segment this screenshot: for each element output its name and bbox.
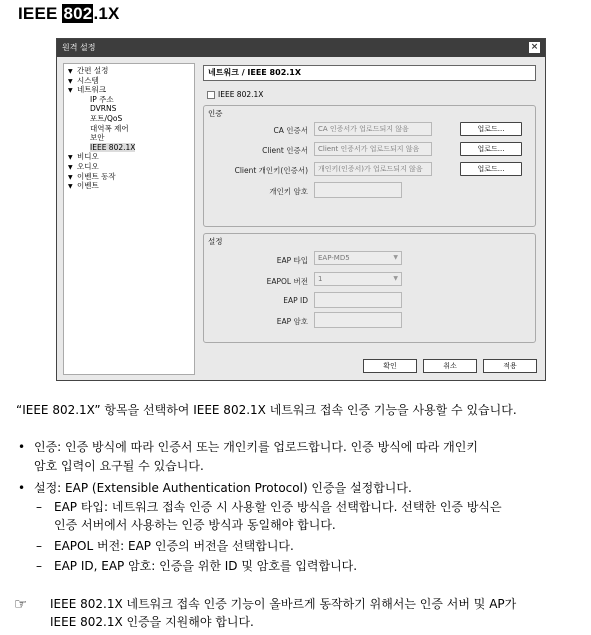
client-key-upload-button[interactable]: 업로드... — [460, 162, 522, 176]
settings-panel — [199, 63, 541, 375]
bullet-glyph: • — [18, 440, 26, 454]
bullet-glyph: • — [18, 481, 26, 495]
expand-triangle-icon[interactable]: ▼ — [68, 163, 73, 171]
ca-cert-upload-button[interactable]: 업로드... — [460, 122, 522, 136]
client-key-field: 개인키(인증서)가 업로드되지 않음 — [314, 162, 432, 176]
note-line1: IEEE 802.1X 네트워크 접속 인증 기능이 올바르게 동작하기 위해서는 인증 서버 및 AP가 — [50, 597, 517, 611]
tree-item[interactable] — [68, 66, 194, 76]
tree-item-label: 시스템 — [77, 75, 99, 85]
ca-cert-label: CA 인증서 — [273, 126, 308, 135]
dash-glyph: – — [36, 500, 42, 514]
eap-password-input[interactable] — [314, 312, 402, 328]
eapol-version-value: 1 — [318, 275, 323, 283]
tree-item-label: 대역폭 제어 — [90, 123, 129, 133]
expand-triangle-icon[interactable]: ▼ — [68, 87, 73, 95]
expand-triangle-icon[interactable]: ▼ — [68, 173, 73, 181]
expand-triangle-icon[interactable]: ▼ — [68, 154, 73, 162]
client-cert-label: Client 인증서 — [262, 146, 308, 155]
bullet-auth-line2: 암호 입력이 요구될 수 있습니다. — [34, 459, 204, 473]
tree-item-label: 비디오 — [77, 152, 99, 162]
sub-eap-type-line1: EAP 타입: 네트워크 접속 인증 시 사용할 인증 방식을 선택합니다. 선택한 인증 방식은 — [54, 500, 502, 514]
ca-cert-field: CA 인증서가 업로드되지 않음 — [314, 122, 432, 136]
tree-item-label: 이벤트 — [77, 181, 99, 191]
tree-item-label: 네트워크 — [77, 85, 106, 95]
tree-item-label: IEEE 802.1X — [90, 142, 136, 152]
window-title: 원격 설정 — [62, 43, 96, 52]
tree-item[interactable] — [68, 152, 194, 162]
client-cert-field: Client 인증서가 업로드되지 않음 — [314, 142, 432, 156]
key-password-input[interactable] — [314, 182, 402, 198]
tree-item[interactable] — [68, 76, 194, 86]
client-key-label: Client 개인키(인증서) — [234, 166, 308, 175]
settings-group-title: 설정 — [208, 237, 223, 246]
tree-item-label: 간편 설정 — [77, 66, 109, 75]
tree-item-label: 포트/QoS — [90, 113, 123, 123]
eap-id-input[interactable] — [314, 292, 402, 308]
note-line2: IEEE 802.1X 인증을 지원해야 합니다. — [50, 615, 254, 629]
eap-id-label: EAP ID — [283, 296, 308, 305]
tree-item-label: IP 주소 — [90, 94, 114, 104]
tree-item[interactable] — [68, 124, 194, 134]
expand-triangle-icon[interactable]: ▼ — [68, 183, 73, 191]
key-password-label: 개인키 암호 — [269, 187, 308, 196]
page-title — [18, 4, 120, 24]
title-highlight: 802 — [63, 4, 93, 23]
eapol-version-label: EAPOL 버전 — [266, 277, 308, 286]
tree-item[interactable] — [68, 114, 194, 124]
tree-item[interactable] — [68, 95, 194, 105]
chevron-down-icon: ▼ — [393, 275, 398, 282]
ok-button[interactable]: 확인 — [363, 359, 417, 373]
tree-item[interactable] — [68, 133, 194, 143]
expand-triangle-icon[interactable]: ▼ — [68, 77, 73, 85]
ieee8021x-checkbox-label: IEEE 802.1X — [218, 90, 264, 99]
expand-triangle-icon[interactable]: ▼ — [68, 68, 73, 75]
client-cert-upload-button[interactable]: 업로드... — [460, 142, 522, 156]
tree-item[interactable] — [68, 162, 194, 172]
tree-item[interactable] — [68, 85, 194, 95]
pointing-hand-icon: ☞ — [14, 595, 28, 613]
settings-tree — [63, 63, 195, 375]
eapol-version-select[interactable] — [314, 272, 402, 286]
tree-item[interactable] — [68, 181, 194, 191]
breadcrumb: 네트워크 / IEEE 802.1X — [203, 65, 536, 81]
eap-type-select[interactable] — [314, 251, 402, 265]
tree-item[interactable] — [68, 104, 194, 114]
close-icon[interactable]: × — [530, 42, 539, 52]
tree-item[interactable] — [68, 143, 194, 153]
sub-eapol-version: EAPOL 버전: EAP 인증의 버전을 선택합니다. — [54, 539, 294, 553]
intro-text: “IEEE 802.1X” 항목을 선택하여 IEEE 802.1X 네트워크 접속 인증 기능을 사용할 수 있습니다. — [16, 403, 517, 417]
settings-group — [203, 233, 536, 343]
bullet-settings: 설정: EAP (Extensible Authentication Protocol) 인증을 설정합니다. — [34, 481, 412, 495]
ieee8021x-enable-row — [207, 90, 263, 99]
eap-type-value: EAP-MD5 — [318, 254, 350, 262]
dash-glyph: – — [36, 539, 42, 553]
sub-eap-id-password: EAP ID, EAP 암호: 인증을 위한 ID 및 암호를 입력합니다. — [54, 559, 358, 573]
apply-button[interactable]: 적용 — [483, 359, 537, 373]
eap-type-label: EAP 타입 — [276, 256, 308, 265]
chevron-down-icon: ▼ — [393, 254, 398, 261]
eap-password-label: EAP 암호 — [276, 317, 308, 326]
remote-settings-window — [56, 38, 546, 381]
bullet-auth-line1: 인증: 인증 방식에 따라 인증서 또는 개인키를 업로드합니다. 인증 방식에 따라 개인키 — [34, 440, 478, 454]
cancel-button[interactable]: 취소 — [423, 359, 477, 373]
ieee8021x-checkbox[interactable] — [207, 91, 215, 99]
title-prefix: IEEE — [18, 4, 63, 23]
tree-item-label: DVRNS — [90, 104, 117, 114]
tree-item-label: 오디오 — [77, 161, 99, 171]
window-titlebar — [57, 39, 545, 57]
title-suffix: .1X — [93, 4, 120, 23]
tree-item[interactable] — [68, 172, 194, 182]
sub-eap-type-line2: 인증 서버에서 사용하는 인증 방식과 동일해야 합니다. — [54, 518, 336, 532]
auth-group-title: 인증 — [208, 109, 223, 118]
tree-item-label: 이벤트 동작 — [77, 171, 116, 181]
dash-glyph: – — [36, 559, 42, 573]
auth-group — [203, 105, 536, 227]
tree-item-label: 보안 — [90, 133, 105, 143]
